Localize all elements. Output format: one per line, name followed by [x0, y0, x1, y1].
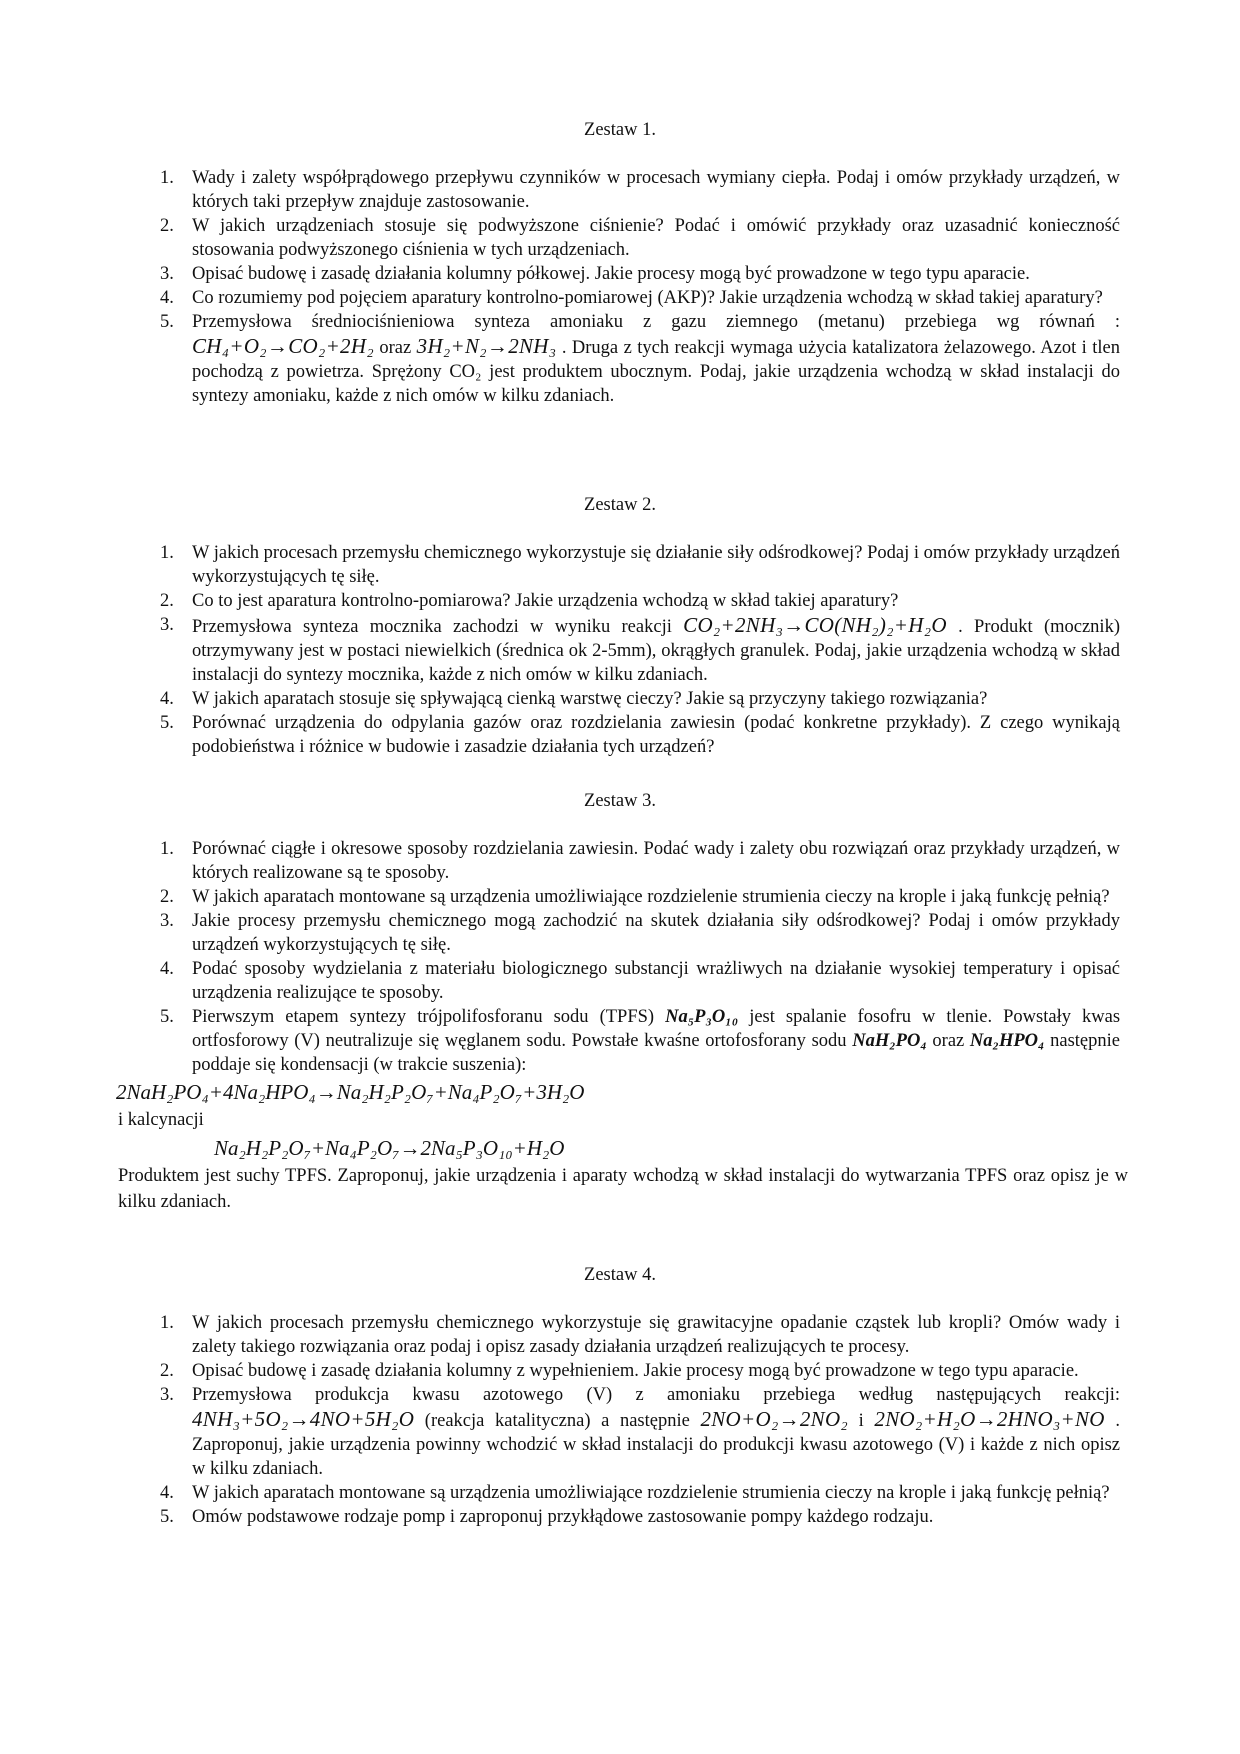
chemical-formula: NaH₂PO₄ [852, 1031, 927, 1051]
question-item [0, 1481, 1120, 1505]
question-text: Przemysłowa synteza mocznika zachodzi w wyniku reakcji [192, 617, 684, 637]
question-text: Pierwszym etapem syntezy trójpolifosforanu sodu (TPFS) [192, 1007, 666, 1027]
question-item [0, 957, 1120, 1005]
question-item [0, 1359, 1120, 1383]
question-item [0, 1383, 1120, 1481]
question-item [0, 613, 1120, 687]
question-list [0, 837, 1240, 1077]
question-number: 5. [160, 1007, 174, 1027]
set-1 [0, 118, 1240, 408]
question-text: następnie poddaje się kondensacji (w trakcie suszenia): [192, 1031, 1120, 1075]
chemical-equation: 3H₂+N₂→2NH₃ [416, 334, 557, 358]
question-text: W jakich procesach przemysłu chemicznego wykorzystuje się działanie siły odśrodkowej? Podaj i omów przykłady urządzeń wykorzystujących tę siłę. [192, 543, 1120, 587]
question-number: 1. [160, 543, 174, 563]
question-text: . Zaproponuj, jakie urządzenia powinny wchodzić w skład instalacji do produkcji kwasu azotowego (V) i każde z nich opisz w kilku zdaniach. [192, 1411, 1121, 1479]
question-number: 4. [160, 959, 174, 979]
question-item [0, 262, 1120, 286]
question-text: Porównać urządzenia do odpylania gazów oraz rozdzielania zawiesin (podać konkretne przykłady). Z czego wynikają podobieństwa i różnice w budowie i zasadzie działania tych urządzeń? [192, 713, 1120, 757]
question-item [0, 589, 1120, 613]
question-text: Przemysłowa produkcja kwasu azotowego (V) z amoniaku przebiega według następujących reakcji: [192, 1385, 1120, 1405]
chemical-formula: Na₂HPO₄ [969, 1031, 1045, 1051]
question-number: 5. [160, 713, 174, 733]
set-title: Zestaw 1. [584, 120, 656, 140]
question-number: 3. [160, 911, 174, 931]
question-item [0, 310, 1120, 408]
question-number: 5. [160, 312, 174, 332]
reaction-equation-2: Na₂H₂P₂O₇+Na₄P₂O₇→2Na₅P₃O₁₀+H₂O [214, 1136, 565, 1160]
question-text: Omów podstawowe rodzaje pomp i zaproponuj przykłądowe zastosowanie pompy każdego rodzaju. [192, 1507, 934, 1527]
question-item [0, 286, 1120, 310]
question-item [0, 837, 1120, 885]
question-item [0, 166, 1120, 214]
set-title: Zestaw 3. [584, 791, 656, 811]
question-list [0, 541, 1240, 759]
set-2 [0, 493, 1240, 759]
question-text: W jakich aparatach montowane są urządzenia umożliwiające rozdzielenie strumienia cieczy na krople i jaką funkcję pełnią? [192, 887, 1110, 907]
question-item [0, 885, 1120, 909]
chemical-equation: CO₂+2NH₃→CO(NH₂)₂+H₂O [683, 613, 947, 637]
question-number: 2. [160, 216, 174, 236]
question-item [0, 1311, 1120, 1359]
question-number: 1. [160, 1313, 174, 1333]
question-text: (reakcja katalityczna) a następnie [414, 1411, 701, 1431]
chemical-equation: 2NO+O₂→2NO₂ [700, 1407, 849, 1431]
question-list [0, 166, 1240, 408]
set-title: Zestaw 2. [584, 495, 656, 515]
question-text: Co to jest aparatura kontrolno-pomiarowa? Jakie urządzenia wchodzą w skład takiej aparatury? [192, 591, 899, 611]
question-text: W jakich aparatach montowane są urządzenia umożliwiające rozdzielenie strumienia cieczy na krople i jaką funkcję pełnią? [192, 1483, 1110, 1503]
question-number: 1. [160, 168, 174, 188]
question-text: Wady i zalety współprądowego przepływu czynników w procesach wymiany ciepła. Podaj i omów przykłady urządzeń, w których taki przepływ znajduje zastosowanie. [192, 168, 1120, 212]
question-number: 5. [160, 1507, 174, 1527]
question-number: 2. [160, 591, 174, 611]
question-number: 2. [160, 1361, 174, 1381]
question-text: oraz [373, 338, 417, 358]
question-text: W jakich aparatach stosuje się spływającą cienką warstwę cieczy? Jakie są przyczyny takiego rozwiązania? [192, 689, 988, 709]
question-number: 1. [160, 839, 174, 859]
closing-text: Produktem jest suchy TPFS. Zaproponuj, jakie urządzenia i aparaty wchodzą w skład instalacji do wytwarzania TPFS oraz opisz je w kilku zdaniach. [118, 1166, 1128, 1212]
question-item [0, 214, 1120, 262]
set-4 [0, 1263, 1240, 1529]
question-text: oraz [926, 1031, 970, 1051]
question-number: 4. [160, 1483, 174, 1503]
set-3 [0, 789, 1240, 1215]
reaction-note: i kalcynacji [118, 1110, 204, 1130]
chemical-equation: CH₄+O₂→CO₂+2H₂ [192, 334, 374, 358]
question-item [0, 687, 1120, 711]
chemical-equation: 4NH₃+5O₂→4NO+5H₂O [192, 1407, 415, 1431]
question-item [0, 541, 1120, 589]
chemical-equation: 2NO₂+H₂O→2HNO₃+NO [874, 1407, 1105, 1431]
question-text: Jakie procesy przemysłu chemicznego mogą zachodzić na skutek działania siły odśrodkowej? Podaj i omów przykłady urządzeń wykorzystujących tę siłę. [192, 911, 1120, 955]
question-text: Podać sposoby wydzielania z materiału biologicznego substancji wrażliwych na działanie wysokiej temperatury i opisać urządzenia realizujące te sposoby. [192, 959, 1120, 1003]
question-number: 4. [160, 689, 174, 709]
question-item [0, 909, 1120, 957]
question-item [0, 1005, 1120, 1077]
question-number: 3. [160, 1385, 174, 1405]
reaction-equation-1: 2NaH₂PO₄+4Na₂HPO₄→Na₂H₂P₂O₇+Na₄P₂O₇+3H₂O [116, 1080, 585, 1104]
question-text: Opisać budowę i zasadę działania kolumny z wypełnieniem. Jakie procesy mogą być prowadzone w tego typu aparacie. [192, 1361, 1079, 1381]
question-text: . Produkt (mocznik) otrzymywany jest w postaci niewielkich (średnica ok 2-5mm), okrągłych granulek. Podaj, jakie urządzenia wchodzą w skład instalacji do syntezy mocznika, każde z nich omów w kilku zdaniach. [192, 617, 1120, 685]
question-text: i [848, 1411, 875, 1431]
question-text: Co rozumiemy pod pojęciem aparatury kontrolno-pomiarowej (AKP)? Jakie urządzenia wchodzą w skład takiej aparatury? [192, 288, 1103, 308]
question-text: W jakich procesach przemysłu chemicznego wykorzystuje się grawitacyjne opadanie cząstek lub kropli? Omów wady i zalety takiego rozwiązania oraz podaj i opisz zasady działania urządzeń realizujących te procesy. [192, 1313, 1120, 1357]
question-text: Opisać budowę i zasadę działania kolumny półkowej. Jakie procesy mogą być prowadzone w tego typu aparacie. [192, 264, 1030, 284]
question-text: Porównać ciągłe i okresowe sposoby rozdzielania zawiesin. Podać wady i zalety obu rozwiązań oraz przykłady urządzeń, w których realizowane są te sposoby. [192, 839, 1120, 883]
question-text: Przemysłowa średniociśnieniowa synteza amoniaku z gazu ziemnego (metanu) przebiega wg równań : [192, 312, 1120, 332]
question-list [0, 1311, 1240, 1529]
question-number: 3. [160, 615, 174, 635]
question-number: 3. [160, 264, 174, 284]
question-number: 2. [160, 887, 174, 907]
question-text: W jakich urządzeniach stosuje się podwyższone ciśnienie? Podać i omówić przykłady oraz uzasadnić konieczność stosowania podwyższonego ciśnienia w tych urządzeniach. [192, 216, 1120, 260]
set-title: Zestaw 4. [584, 1265, 656, 1285]
question-text: . Druga z tych reakcji wymaga użycia katalizatora żelazowego. Azot i tlen pochodzą z powietrza. Sprężony CO₂ jest produktem ubocznym. Podaj, jakie urządzenia wchodzą w skład instalacji do syntezy amoniaku, każde z nich omów w kilku zdaniach. [192, 338, 1120, 406]
question-number: 4. [160, 288, 174, 308]
question-item [0, 1505, 1120, 1529]
chemical-formula: Na₅P₃O₁₀ [665, 1007, 739, 1027]
question-item [0, 711, 1120, 759]
question-text: jest spalanie fosofru w tlenie. Powstały kwas ortfosforowy (V) neutralizuje się węglanem sodu. Powstałe kwaśne ortofosforany sodu [192, 1007, 1121, 1051]
